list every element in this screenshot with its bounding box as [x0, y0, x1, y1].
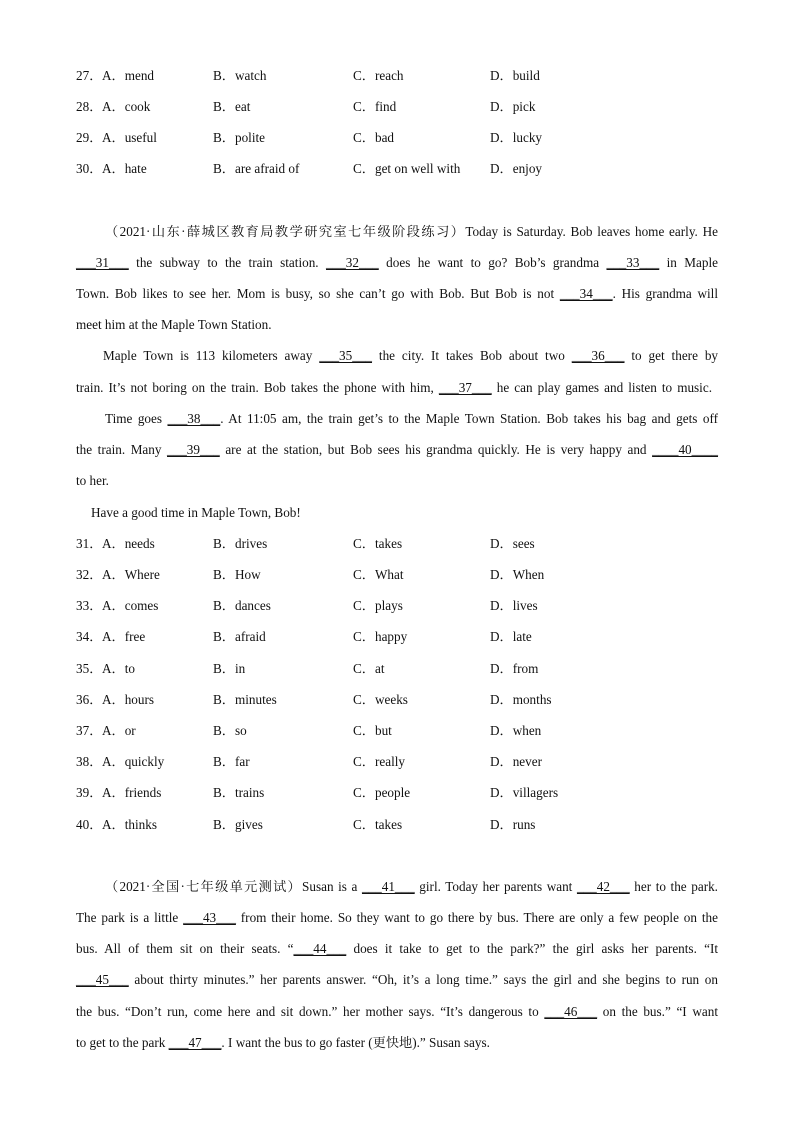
option-c: C．at	[353, 661, 385, 676]
option-c: C．What	[353, 567, 404, 582]
passage-line: to her.	[76, 473, 109, 488]
option-a: A．to	[102, 661, 135, 676]
question-number: 30．	[76, 161, 103, 176]
question-number: 40．	[76, 817, 103, 832]
blank-35: ___35___	[319, 348, 373, 363]
option-a: A．mend	[102, 68, 155, 83]
question-number: 39．	[76, 785, 103, 800]
passage-line: Maple Town is 113 kilometers away ___35___ the city. It takes Bob about two ___36___ to get there by	[103, 348, 719, 363]
option-c: C．takes	[353, 817, 403, 832]
blank-46: ___46___	[544, 1004, 598, 1019]
passage-line: meet him at the Maple Town Station.	[76, 317, 272, 332]
option-d: D．never	[490, 754, 542, 769]
question-number: 36．	[76, 692, 103, 707]
passage-line: Time goes ___38___. At 11:05 am, the train get’s to the Maple Town Station. Bob takes his bag and gets off	[105, 411, 718, 426]
option-c: C．plays	[353, 598, 403, 613]
option-b: B．minutes	[213, 692, 277, 707]
blank-31: ___31___	[76, 255, 129, 270]
option-c: C．find	[353, 99, 397, 114]
option-b: B．so	[213, 723, 247, 738]
blank-32: ___32___	[326, 255, 379, 270]
option-d: D．pick	[490, 99, 536, 114]
option-d: D．When	[490, 567, 545, 582]
question-number: 33．	[76, 598, 103, 613]
option-c: C．really	[353, 754, 406, 769]
passage-line: ___45___ about thirty minutes.” her parents answer. “Oh, it’s a long time.” says the girl and she begins to run on	[76, 972, 718, 987]
option-b: B．eat	[213, 99, 251, 114]
passage-line: The park is a little ___43___ from their home. So they want to go there by bus. There are only a few people on the	[76, 910, 718, 925]
option-d: D．late	[490, 629, 532, 644]
blank-37: ___37___	[438, 380, 492, 395]
passage-line: train. It’s not boring on the train. Bob takes the phone with him, ___37___ he can play games and listen to music.	[76, 380, 712, 395]
option-c: C．but	[353, 723, 392, 738]
option-a: A．useful	[102, 130, 157, 145]
question-number: 32．	[76, 567, 103, 582]
option-a: A．free	[102, 629, 146, 644]
blank-44: ___44___	[293, 941, 347, 956]
option-d: D．sees	[490, 536, 535, 551]
question-number: 37．	[76, 723, 103, 738]
option-b: B．gives	[213, 817, 263, 832]
option-c: C．happy	[353, 629, 408, 644]
option-a: A．needs	[102, 536, 155, 551]
option-c: C．get on well with	[353, 161, 461, 176]
option-d: D．enjoy	[490, 161, 543, 176]
option-a: A．hate	[102, 161, 147, 176]
option-c: C．people	[353, 785, 411, 800]
question-number: 27．	[76, 68, 103, 83]
option-b: B．drives	[213, 536, 268, 551]
passage-line: to get to the park ___47___. I want the bus to go faster (更快地).” Susan says.	[76, 1035, 490, 1050]
question-number: 31．	[76, 536, 103, 551]
option-a: A．quickly	[102, 754, 165, 769]
blank-34: ___34___	[559, 286, 613, 301]
blank-36: ___36___	[571, 348, 625, 363]
blank-41: ___41___	[361, 879, 415, 894]
option-a: A．friends	[102, 785, 162, 800]
option-a: A．thinks	[102, 817, 157, 832]
option-b: B．How	[213, 567, 261, 582]
option-c: C．takes	[353, 536, 403, 551]
option-c: C．bad	[353, 130, 395, 145]
blank-45: ___45___	[76, 972, 129, 987]
question-number: 38．	[76, 754, 103, 769]
blank-43: ___43___	[183, 910, 236, 925]
blank-40: ____40____	[652, 442, 719, 457]
option-b: B．in	[213, 661, 246, 676]
question-number: 35．	[76, 661, 103, 676]
option-d: D．runs	[490, 817, 536, 832]
option-d: D．build	[490, 68, 540, 83]
option-c: C．reach	[353, 68, 404, 83]
passage-line: Town. Bob likes to see her. Mom is busy, so she can’t go with Bob. But Bob is not ___34___. His grandma will	[76, 286, 719, 301]
blank-47: ___47___	[168, 1035, 222, 1050]
option-b: B．are afraid of	[213, 161, 300, 176]
passage-line: bus. All of them sit on their seats. “___44___ does it take to get to the park?” the girl asks her parents. “It	[76, 941, 718, 956]
option-d: D．villagers	[490, 785, 559, 800]
question-number: 29．	[76, 130, 103, 145]
option-a: A．comes	[102, 598, 159, 613]
passage-line: （2021·山东·薛城区教育局教学研究室七年级阶段练习）Today is Saturday. Bob leaves home early. He	[105, 224, 718, 239]
option-d: D．from	[490, 661, 539, 676]
option-b: B．trains	[213, 785, 265, 800]
question-number: 28．	[76, 99, 103, 114]
option-d: D．when	[490, 723, 542, 738]
option-d: D．lives	[490, 598, 538, 613]
option-d: D．lucky	[490, 130, 543, 145]
option-b: B．dances	[213, 598, 271, 613]
option-a: A．or	[102, 723, 136, 738]
option-b: B．polite	[213, 130, 266, 145]
option-b: B．afraid	[213, 629, 266, 644]
passage-line: Have a good time in Maple Town, Bob!	[91, 505, 301, 520]
option-b: B．far	[213, 754, 250, 769]
passage-line: ___31___ the subway to the train station. ___32___ does he want to go? Bob’s grandma ___33___ in Maple	[76, 255, 718, 270]
blank-42: ___42___	[576, 879, 630, 894]
blank-39: ___39___	[167, 442, 220, 457]
option-a: A．Where	[102, 567, 160, 582]
option-c: C．weeks	[353, 692, 408, 707]
passage-line: the bus. “Don’t run, come here and sit down.” her mother says. “It’s dangerous to ___46___ on the bus.” “I want	[76, 1004, 718, 1019]
question-number: 34．	[76, 629, 103, 644]
option-a: A．cook	[102, 99, 151, 114]
option-d: D．months	[490, 692, 552, 707]
option-a: A．hours	[102, 692, 155, 707]
option-b: B．watch	[213, 68, 267, 83]
passage-line: the train. Many ___39___ are at the station, but Bob sees his grandma quickly. He is very happy and ____40____	[76, 442, 719, 457]
blank-38: ___38___	[167, 411, 221, 426]
passage-line: （2021·全国·七年级单元测试）Susan is a ___41___ girl. Today her parents want ___42___ her to the park.	[105, 879, 718, 894]
blank-33: ___33___	[606, 255, 660, 270]
